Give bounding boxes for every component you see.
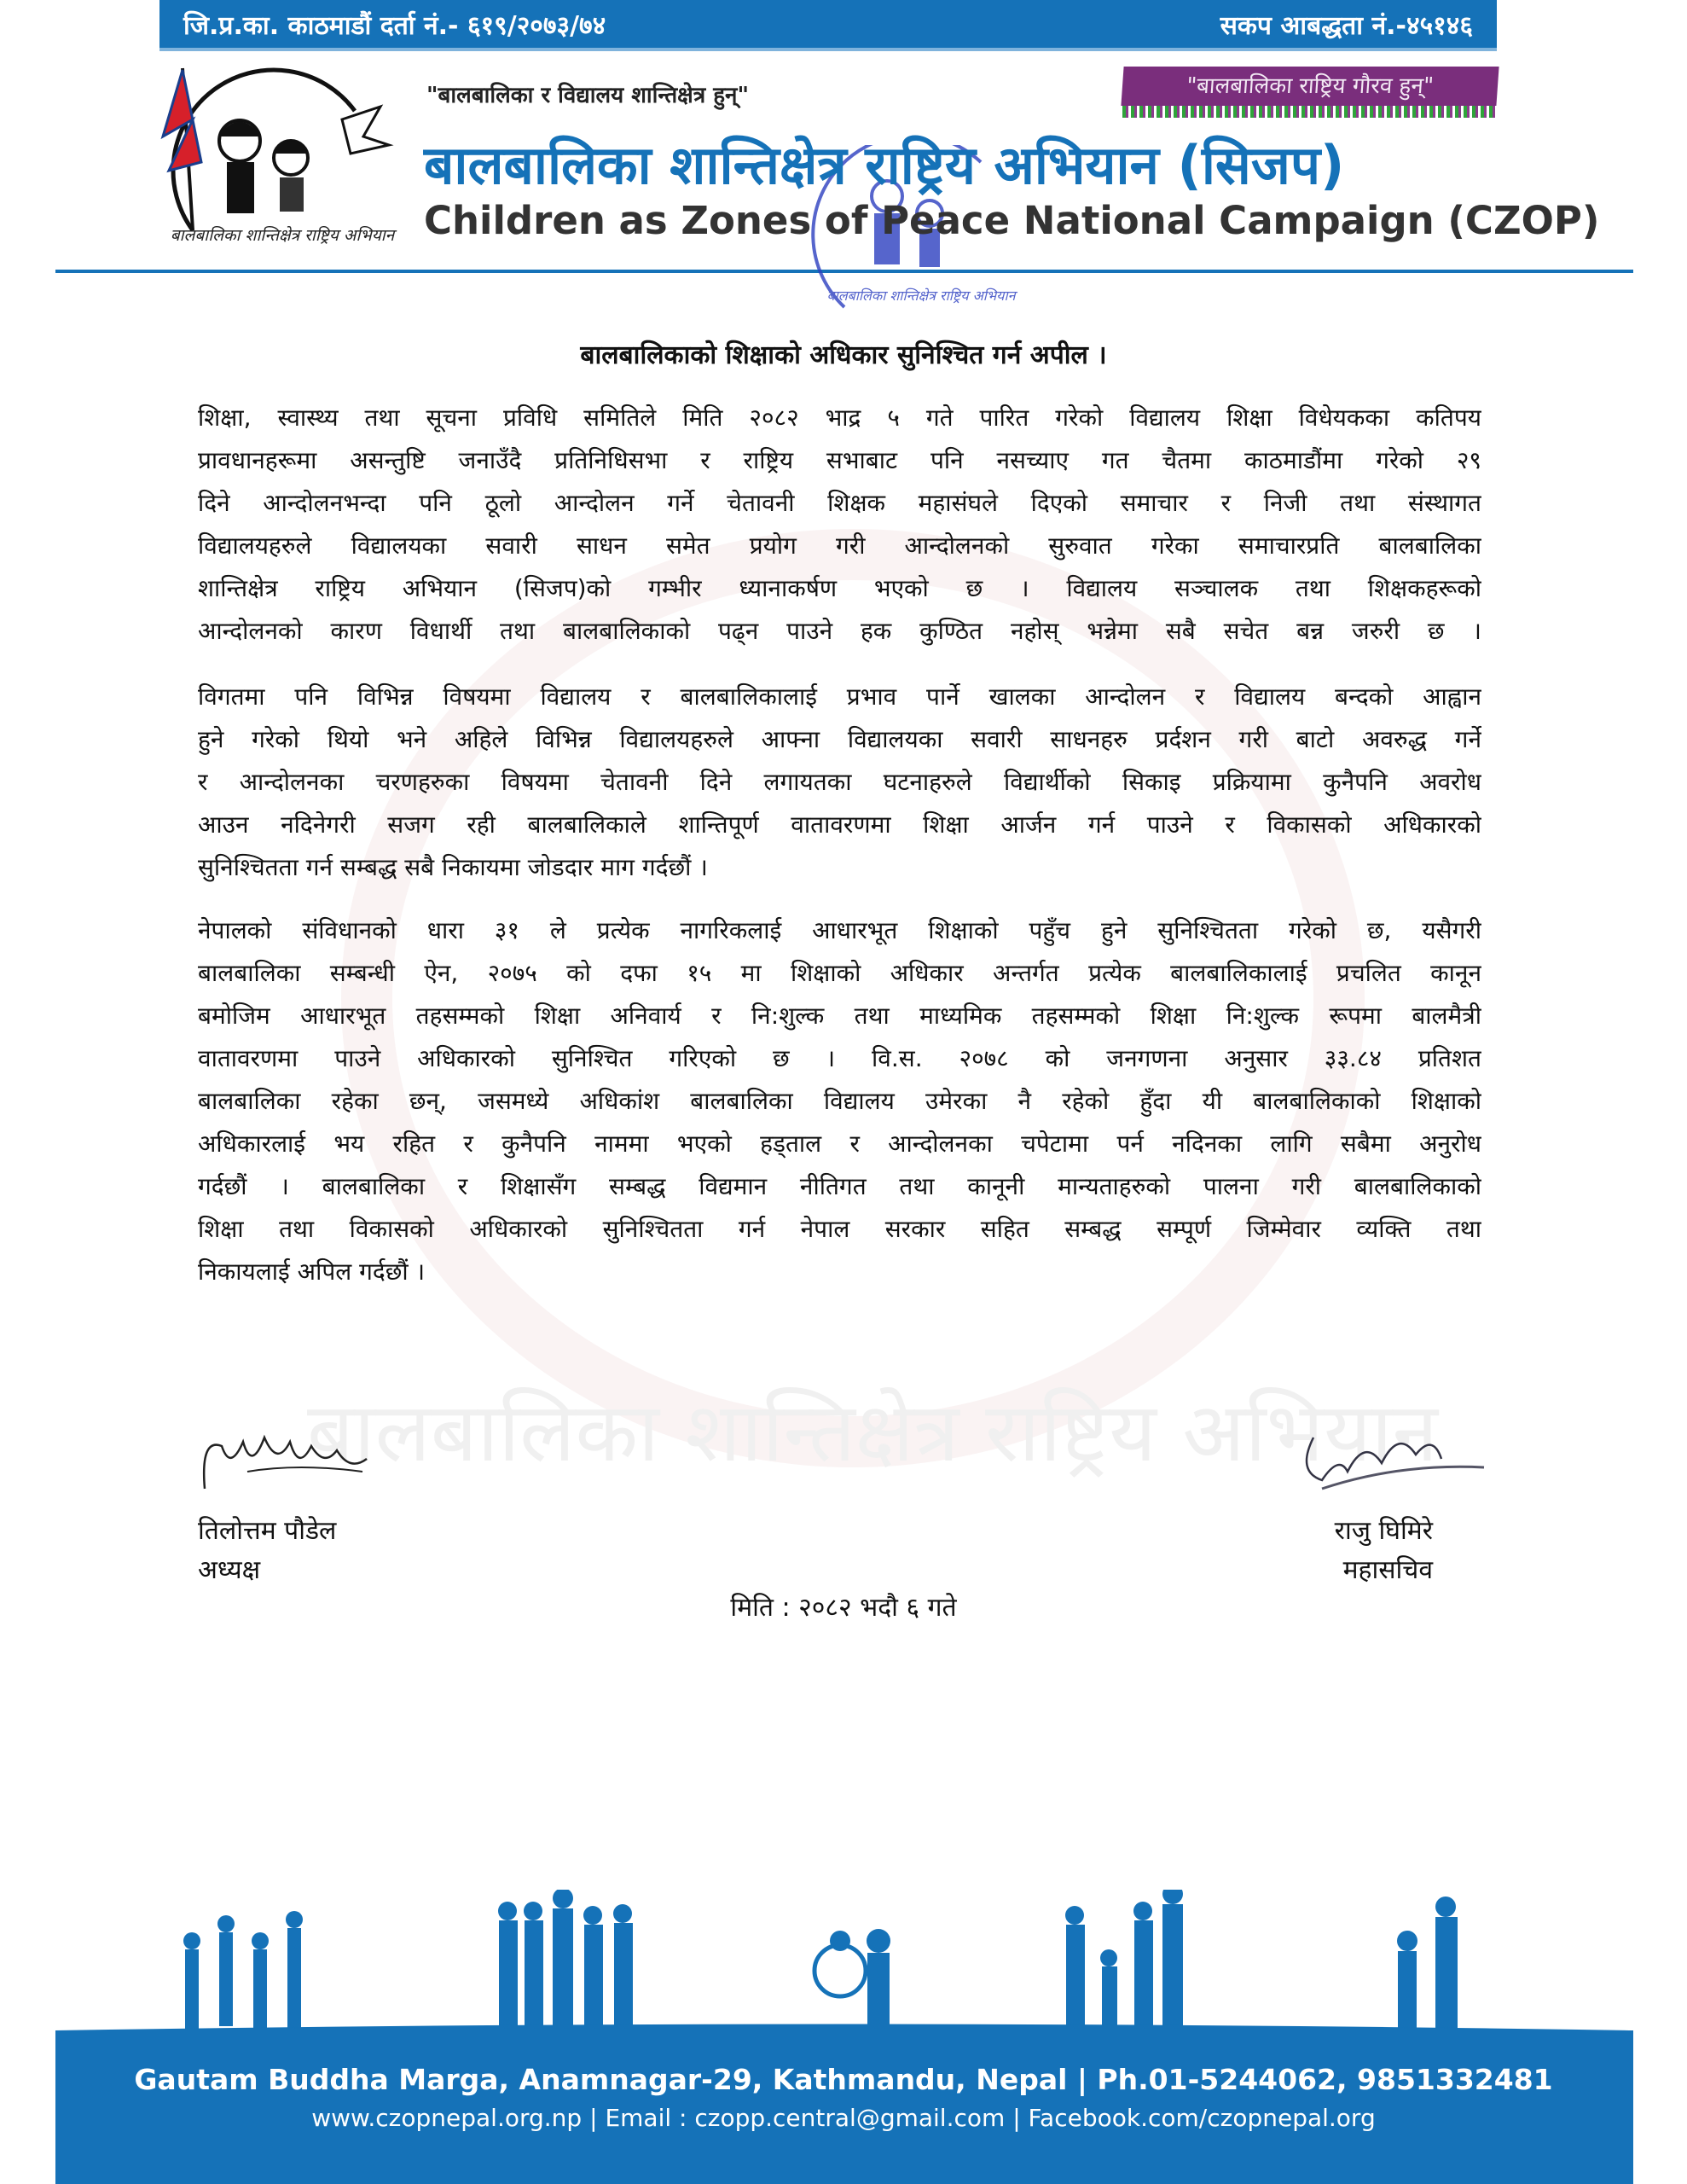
registration-number: जि.प्र.का. काठमाडौं दर्ता नं.- ६१९/२०७३/७४	[183, 10, 606, 41]
paragraph-3	[198, 909, 1481, 1293]
text-line: बालबालिका रहेका छन्, जसमध्ये अधिकांश बालबालिका विद्यालय उमेरका नै रहेको हुँदा यी बालबालिकाको शिक्षाको	[198, 1087, 1481, 1115]
affiliation-number: सकप आबद्धता नं.-४५१४६	[1220, 10, 1473, 41]
text-line: विगतमा पनि विभिन्न विषयमा विद्यालय र बालबालिकालाई प्रभाव पार्ने खालका आन्दोलन र विद्यालय बन्दको आह्वान	[198, 682, 1481, 711]
text-line: आउन नदिनेगरी सजग रही बालबालिकाले शान्तिपूर्ण वातावरणमा शिक्षा आर्जन गर्न पाउने र विकासको अधिकारको	[198, 810, 1481, 839]
slogan: "बालबालिका र विद्यालय शान्तिक्षेत्र हुन्"	[426, 83, 750, 108]
text-line: दिने आन्दोलनभन्दा पनि ठूलो आन्दोलन गर्ने चेतावनी शिक्षक महासंघले दिएको समाचार र निजी तथा संस्थागत	[198, 489, 1481, 517]
text-line: र आन्दोलनका चरणहरुका विषयमा चेतावनी दिने लगायतका घटनाहरुले विद्यार्थीको सिकाइ प्रक्रियामा कुनैपनि अवरोध	[198, 768, 1481, 796]
paragraph-2	[198, 676, 1481, 889]
text-line: विद्यालयहरुले विद्यालयका सवारी साधन समेत प्रयोग गरी आन्दोलनको सुरुवात गरेका समाचारप्रति बालबालिका	[198, 531, 1481, 560]
text-line: अधिकारलाई भय रहित र कुनैपनि नाममा भएको हड्ताल र आन्दोलनका चपेटामा पर्न नदिनका लागि सबैमा अनुरोध	[198, 1130, 1481, 1158]
paragraph-1	[198, 397, 1481, 653]
letter-date: मिति : २०८२ भदौ ६ गते	[730, 1593, 957, 1623]
signature-president-icon	[196, 1420, 375, 1497]
signatory-role-president: अध्यक्ष	[198, 1555, 261, 1585]
slogan-banner: "बालबालिका राष्ट्रिय गौरव हुन्"	[1121, 67, 1499, 106]
signatory-name-secretary: राजु घिमिरे	[1334, 1516, 1433, 1546]
grass-decoration	[1122, 106, 1498, 118]
footer-contact: www.czopnepal.org.np | Email : czopp.central@gmail.com | Facebook.com/czopnepal.org	[311, 2104, 1376, 2132]
letter-title: बालबालिकाको शिक्षाको अधिकार सुनिश्चित गर्न अपील ।	[580, 340, 1107, 370]
text-line: आन्दोलनको कारण विधार्थी तथा बालबालिकाको पढ्न पाउने हक कुण्ठित नहोस् भन्नेमा सबै सचेत बन्न जरुरी छ ।	[198, 617, 1481, 645]
text-line: शिक्षा तथा विकासको अधिकारको सुनिश्चितता गर्न नेपाल सरकार सहित सम्बद्ध सम्पूर्ण जिम्मेवार व्यक्ति तथा	[198, 1215, 1481, 1243]
header-bar	[159, 0, 1497, 48]
text-line: निकायलाई अपिल गर्दछौं ।	[198, 1258, 426, 1286]
watermark-text: बालबालिका शान्तिक्षेत्र राष्ट्रिय अभियान	[307, 1385, 1438, 1480]
children-silhouettes-icon	[55, 1890, 1633, 2043]
stamp-text: बालबालिका शान्तिक्षेत्र राष्ट्रिय अभियान	[826, 288, 1016, 304]
org-name-english: Children as Zones of Peace National Campaign (CZOP)	[424, 198, 1600, 243]
footer-address: Gautam Buddha Marga, Anamnagar-29, Kathmandu, Nepal | Ph.01-5244062, 9851332481	[134, 2063, 1553, 2096]
text-line: बालबालिका सम्बन्धी ऐन, २०७५ को दफा १५ मा शिक्षाको अधिकार अन्तर्गत प्रत्येक बालबालिकालाई प्रचलित कानून	[198, 959, 1481, 987]
text-line: हुने गरेको थियो भने अहिले विभिन्न विद्यालयहरुले आफ्ना विद्यालयका सवारी साधनहरु प्रर्दशन गरी बाटो अवरुद्ध गर्ने	[198, 725, 1481, 753]
signatory-name-president: तिलोत्तम पौडेल	[198, 1516, 337, 1546]
text-line: बमोजिम आधारभूत तहसम्मको शिक्षा अनिवार्य र नि:शुल्क तथा माध्यमिक तहसम्मको शिक्षा नि:शुल्क रूपमा बालमैत्री	[198, 1002, 1481, 1030]
text-line: वातावरणमा पाउने अधिकारको सुनिश्चित गरिएको छ । वि.स. २०७८ को जनगणना अनुसार ३३.८४ प्रतिशत	[198, 1044, 1481, 1072]
text-line: प्रावधानहरूमा असन्तुष्टि जनाउँदै प्रतिनिधिसभा र राष्ट्रिय सभाबाट पनि नसच्याए गत चैतमा काठमाडौंमा गरेको २९	[198, 446, 1481, 474]
signatory-role-secretary: महासचिव	[1342, 1555, 1433, 1585]
org-name-nepali: बालबालिका शान्तिक्षेत्र राष्ट्रिय अभियान (सिजप)	[424, 134, 1345, 196]
text-line: शिक्षा, स्वास्थ्य तथा सूचना प्रविधि समितिले मिति २०८२ भाद्र ५ गते पारित गरेको विद्यालय शिक्षा विधेयकका कतिपय	[198, 404, 1481, 432]
text-line: सुनिश्चितता गर्न सम्बद्ध सबै निकायमा जोडदार माग गर्दछौं ।	[198, 853, 708, 881]
header-bar-underline	[159, 48, 1497, 51]
signature-secretary-icon	[1296, 1420, 1493, 1506]
logo-caption: बालबालिका शान्तिक्षेत्र राष्ट्रिय अभियान	[170, 226, 395, 245]
text-line: नेपालको संविधानको धारा ३१ ले प्रत्येक नागरिकलाई आधारभूत शिक्षाको पहुँच हुने सुनिश्चितता गरेको छ, यसैगरी	[198, 916, 1481, 944]
text-line: गर्दछौं । बालबालिका र शिक्षासँग सम्बद्ध विद्यमान नीतिगत तथा कानूनी मान्यताहरुको पालना गरी बालबालिकाको	[198, 1172, 1481, 1200]
text-line: शान्तिक्षेत्र राष्ट्रिय अभियान (सिजप)को गम्भीर ध्यानाकर्षण भएको छ । विद्यालय सञ्चालक तथा शिक्षकहरूको	[198, 574, 1481, 602]
